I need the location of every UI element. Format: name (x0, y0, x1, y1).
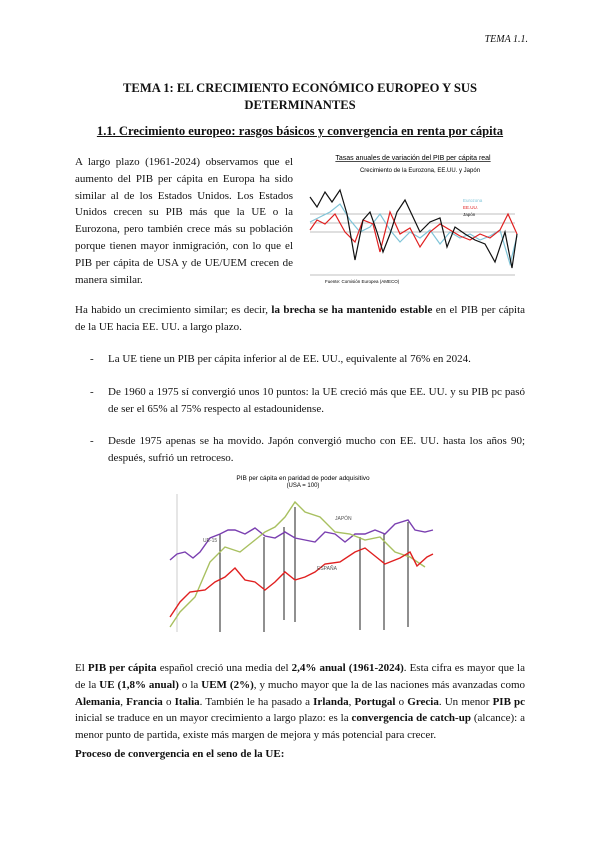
text-run: El (75, 662, 88, 674)
text-run: , (120, 695, 127, 708)
growth-rates-chart (305, 152, 523, 286)
text-run: . También le ha pasado a (199, 695, 314, 708)
legend-eurozone: Eurozona (463, 198, 483, 203)
legend-usa: EE.UU. (463, 205, 479, 210)
text-run: o (395, 695, 408, 708)
text-run: Alemania (75, 695, 121, 708)
page-header: TEMA 1.1. (484, 34, 528, 45)
text-run: , y mucho mayor que la de las naciones más avanzadas como (253, 678, 526, 691)
text-run: español creció una media del (156, 662, 292, 674)
paragraph-spain-growth (75, 660, 525, 744)
text-run: o (162, 695, 175, 708)
chart2-subtitle: (USA = 100) (286, 483, 320, 489)
text-run: Francia (126, 695, 163, 708)
text-run: . Un menor (438, 695, 493, 708)
text-run: (alcance): a menor punto de partida, existe más margen de mejora y más potencial para crecer. (75, 712, 525, 742)
list-item: - Desde 1975 apenas se ha movido. Japón convergió mucho con EE. UU. hasta los años 90; después, sufrió un retroceso. (90, 435, 525, 464)
page-title: TEMA 1: EL CRECIMIENTO ECONÓMICO EUROPEO Y SUS DETERMINANTES (123, 81, 477, 112)
label-ue15: UE-15 (203, 538, 218, 544)
paragraph-gap: Ha habido un crecimiento similar; es decir, la brecha se ha mantenido estable en el PIB per cápita de la UE hacia EE. UU. a largo plazo. (75, 304, 526, 333)
text-run: PIB pc (492, 695, 526, 708)
section-subtitle: 1.1. Crecimiento europeo: rasgos básicos y convergencia en renta por cápita (96, 124, 504, 138)
intro-paragraph: A largo plazo (1961-2024) observamos que el aumento del PIB per cápita en Europa ha sido similar al de los Estados Unidos. Los Estados Unidos crecen su PIB más que la UE o la Eurozona, pero también crece más su población porque tienen mayor inmigración, con lo que el PIB per cápita de USA y de UE/UEM crecen de manera similar. (75, 156, 293, 286)
text-run: UEM (2%) (201, 678, 254, 691)
text-run: , (348, 695, 355, 708)
text-run: 2,4% anual (1961-2024) (291, 662, 404, 674)
chart1-source: Fuente: Comisión Europea (AMECO) (325, 279, 400, 284)
text-run: Irlanda (313, 695, 349, 708)
spain-line (170, 548, 433, 617)
section-heading-convergence: Proceso de convergencia en el seno de la UE: (75, 748, 285, 760)
text-run: Portugal (354, 695, 396, 708)
japan-line (170, 502, 425, 627)
chart2-title: PIB per cápita en paridad de poder adquisitivo (236, 475, 370, 482)
text-run: . Esta cifra es mayor que la de la (75, 662, 526, 691)
label-japan: JAPÓN (335, 516, 352, 522)
text-run: o la (178, 678, 202, 691)
list-item: - La UE tiene un PIB per cápita inferior al de EE. UU., equivalente al 76% en 2024. (90, 353, 471, 365)
ppp-gdp-chart (165, 472, 440, 640)
list-item: - De 1960 a 1975 sí convergió unos 10 puntos: la UE creció más que EE. UU. y su PIB pc pasó de ser el 65% al 75% respecto al estadounidense. (90, 386, 525, 415)
legend-japan: Japón (463, 212, 476, 217)
chart1-title: Tasas anuales de variación del PIB per cápita real (335, 155, 491, 162)
japan-line (310, 190, 517, 268)
label-spain: ESPAÑA (317, 566, 337, 572)
text-run: Grecia (407, 695, 439, 708)
text-run: Italia (174, 695, 200, 708)
text-run: UE (1,8% anual) (99, 678, 179, 691)
text-run: convergencia de catch-up (351, 712, 471, 725)
text-run: PIB per cápita (87, 662, 157, 674)
text-run: inicial se traduce en un mayor crecimiento a largo plazo: es la (75, 712, 352, 725)
chart1-subtitle: Crecimiento de la Eurozona, EE.UU. y Japón (359, 168, 481, 174)
